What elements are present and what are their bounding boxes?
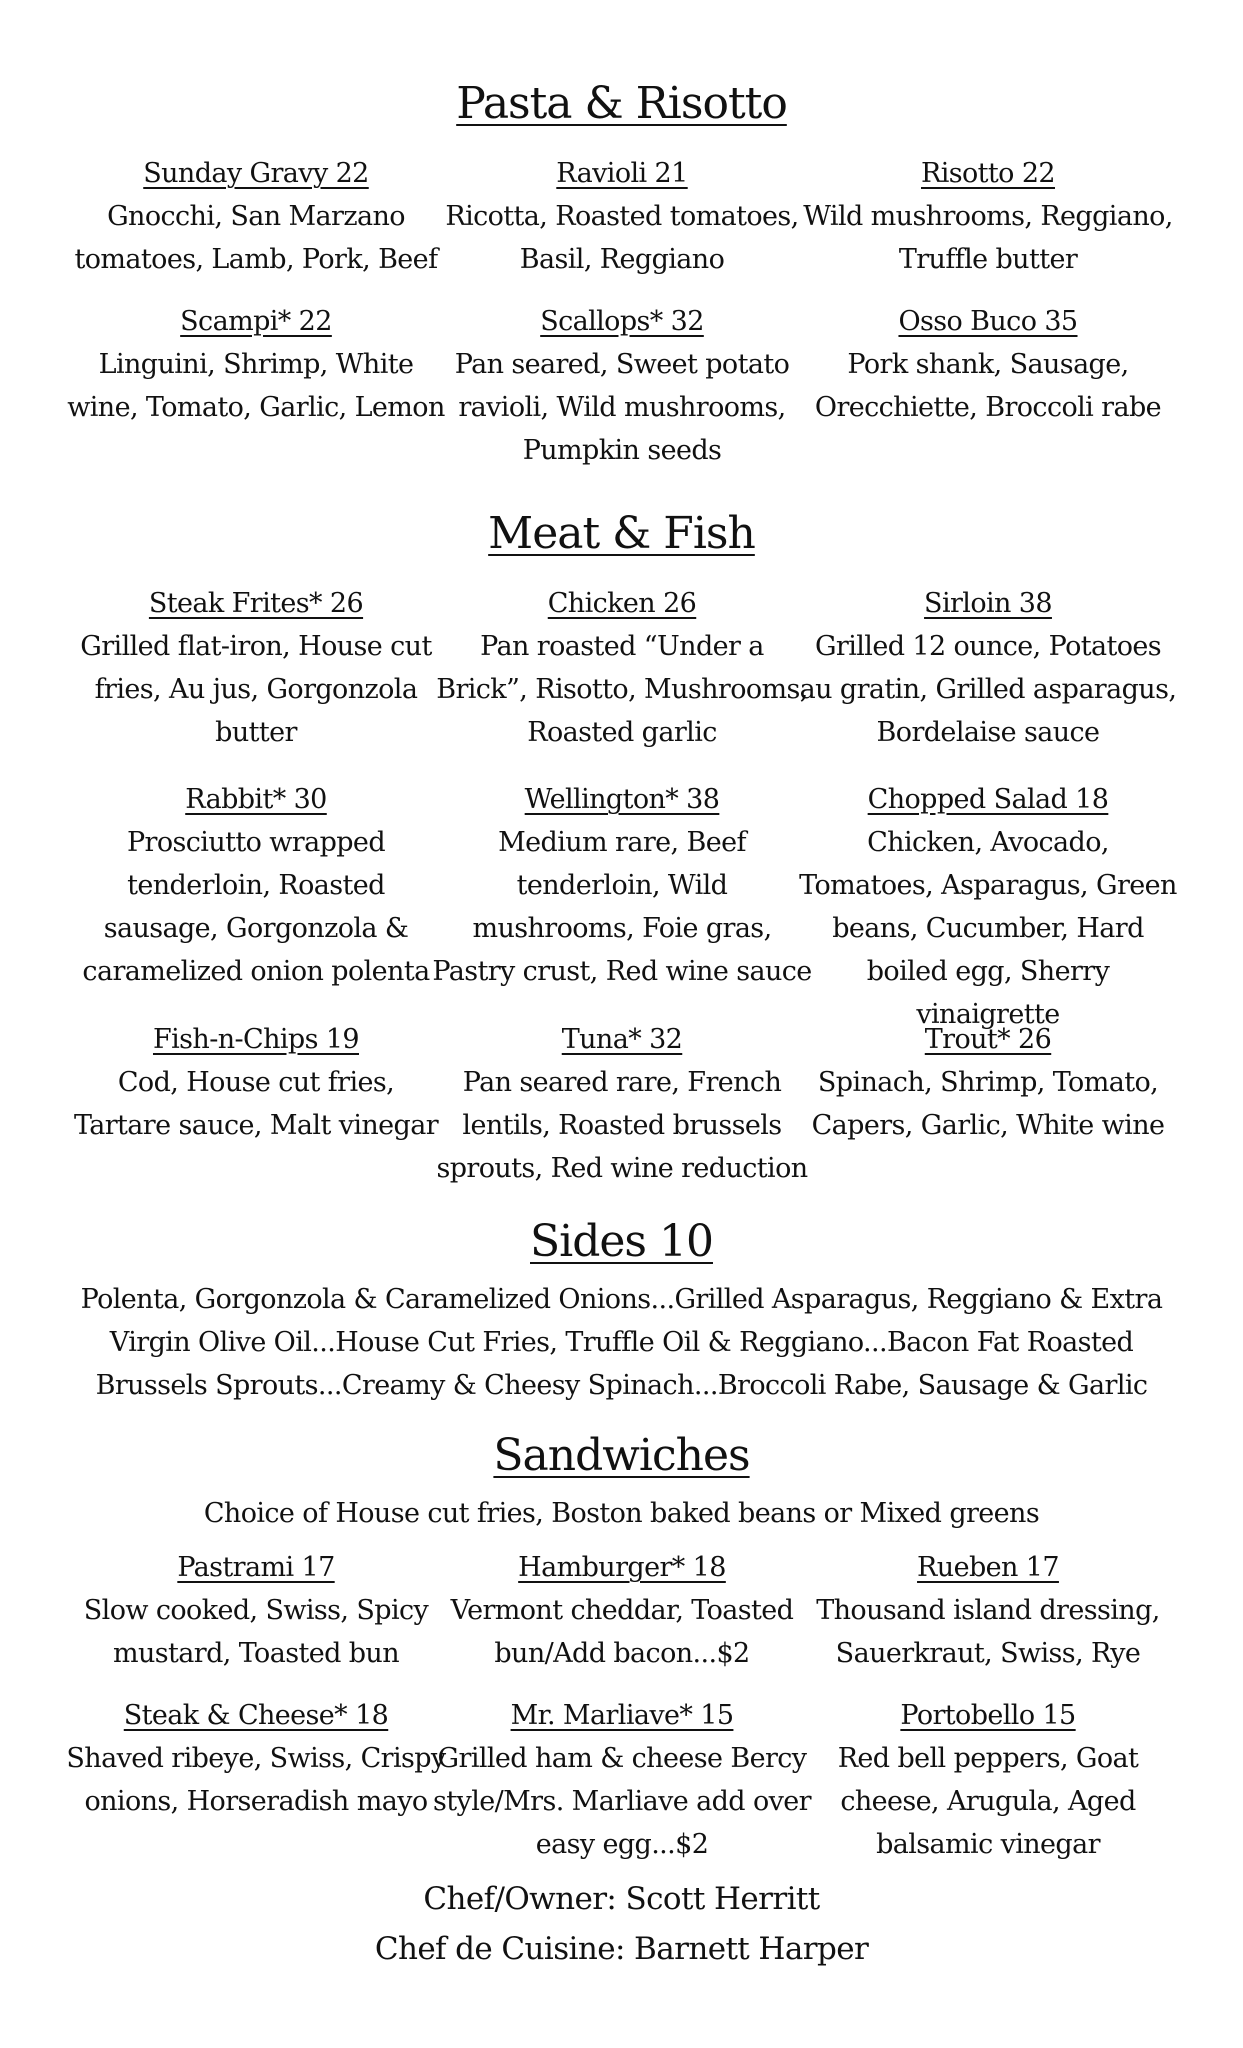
menu-item-steak-frites (66, 582, 446, 754)
section-title-pasta-risotto: Pasta & Risotto (456, 78, 787, 129)
item-name: Sunday Gravy 22 (143, 158, 369, 189)
menu-item-wellington (432, 778, 812, 993)
item-description: Gnocchi, San Marzano tomatoes, Lamb, Pork, Beef (74, 201, 438, 275)
item-description: Ricotta, Roasted tomatoes, Basil, Reggiano (445, 201, 799, 275)
menu-item-rueben (798, 1546, 1178, 1675)
menu-item-hamburger (432, 1546, 812, 1675)
item-description: Red bell peppers, Goat cheese, Arugula, Aged balsamic vinegar (837, 1743, 1139, 1860)
menu-item-pastrami (66, 1546, 446, 1675)
item-description: Wild mushrooms, Reggiano, Truffle butter (803, 201, 1173, 275)
menu-item-chopped-salad (798, 778, 1178, 1036)
menu-item-portobello (798, 1694, 1178, 1866)
item-description: Pan seared rare, French lentils, Roasted brussels sprouts, Red wine reduction (436, 1067, 808, 1184)
item-description: Pan roasted “Under a Brick”, Risotto, Mushrooms, Roasted garlic (436, 631, 808, 748)
menu-item-tuna (432, 1018, 812, 1190)
item-name: Chopped Salad 18 (867, 784, 1109, 815)
item-description: Spinach, Shrimp, Tomato, Capers, Garlic, White wine (811, 1067, 1165, 1141)
item-name: Mr. Marliave* 15 (510, 1700, 734, 1731)
item-name: Portobello 15 (900, 1700, 1076, 1731)
item-name: Risotto 22 (921, 158, 1055, 189)
menu-item-sirloin (798, 582, 1178, 754)
sandwiches-subtitle: Choice of House cut fries, Boston baked beans or Mixed greens (203, 1498, 1040, 1529)
chef-owner-credit: Chef/Owner: Scott Herritt (423, 1881, 820, 1917)
item-name: Scampi* 22 (180, 306, 332, 337)
chef-de-cuisine-credit: Chef de Cuisine: Barnett Harper (374, 1931, 869, 1967)
item-description: Thousand island dressing, Sauerkraut, Swiss, Rye (816, 1595, 1160, 1669)
menu-item-scampi (66, 300, 446, 429)
item-description: Grilled ham & cheese Bercy style/Mrs. Marliave add over easy egg...$2 (433, 1743, 811, 1860)
item-description: Pan seared, Sweet potato ravioli, Wild mushrooms, Pumpkin seeds (454, 349, 790, 466)
item-name: Hamburger* 18 (518, 1552, 726, 1583)
menu-item-ravioli (432, 152, 812, 281)
item-name: Steak Frites* 26 (148, 588, 364, 619)
item-name: Tuna* 32 (561, 1024, 683, 1055)
item-name: Sirloin 38 (924, 588, 1052, 619)
item-name: Steak & Cheese* 18 (123, 1700, 389, 1731)
item-description: Grilled flat-iron, House cut fries, Au jus, Gorgonzola butter (80, 631, 432, 748)
item-description: Prosciutto wrapped tenderloin, Roasted sausage, Gorgonzola & caramelized onion polenta (82, 827, 430, 987)
section-title-meat-fish: Meat & Fish (488, 508, 755, 559)
item-name: Rueben 17 (917, 1552, 1059, 1583)
section-title-sides: Sides 10 (530, 1216, 713, 1267)
menu-item-rabbit (66, 778, 446, 993)
menu-item-steak-and-cheese (66, 1694, 446, 1823)
item-name: Scallops* 32 (540, 306, 704, 337)
sides-list: Polenta, Gorgonzola & Caramelized Onions...Grilled Asparagus, Reggiano & Extra Virgin Olive Oil...House Cut Fries, Truffle Oil & Reggiano...Bacon Fat Roasted Brussels Sprouts...Creamy & Cheesy Spinach...Broccoli Rabe, Sausage & Garlic (80, 1284, 1163, 1401)
item-description: Medium rare, Beef tenderloin, Wild mushrooms, Foie gras, Pastry crust, Red wine sauce (432, 827, 812, 987)
item-description: Vermont cheddar, Toasted bun/Add bacon...$2 (450, 1595, 794, 1669)
menu-item-scallops (432, 300, 812, 472)
section-title-sandwiches: Sandwiches (493, 1430, 750, 1481)
menu-item-mr-marliave (432, 1694, 812, 1866)
item-name: Trout* 26 (924, 1024, 1052, 1055)
item-description: Linguini, Shrimp, White wine, Tomato, Garlic, Lemon (67, 349, 445, 423)
item-description: Cod, House cut fries, Tartare sauce, Malt vinegar (73, 1067, 439, 1141)
item-name: Pastrami 17 (177, 1552, 335, 1583)
item-name: Rabbit* 30 (185, 784, 327, 815)
item-name: Wellington* 38 (524, 784, 720, 815)
menu-item-chicken (432, 582, 812, 754)
menu-item-risotto (798, 152, 1178, 281)
menu-item-trout (798, 1018, 1178, 1147)
menu-item-fish-n-chips (66, 1018, 446, 1147)
item-name: Chicken 26 (547, 588, 697, 619)
menu-item-sunday-gravy (66, 152, 446, 281)
item-name: Fish-n-Chips 19 (152, 1024, 359, 1055)
menu-item-osso-buco (798, 300, 1178, 429)
item-name: Osso Buco 35 (898, 306, 1078, 337)
item-description: Chicken, Avocado, Tomatoes, Asparagus, Green beans, Cucumber, Hard boiled egg, Sherry vinaigrette (799, 827, 1177, 1030)
item-name: Ravioli 21 (556, 158, 688, 189)
item-description: Pork shank, Sausage, Orecchiette, Broccoli rabe (814, 349, 1162, 423)
item-description: Grilled 12 ounce, Potatoes au gratin, Grilled asparagus, Bordelaise sauce (799, 631, 1177, 748)
item-description: Slow cooked, Swiss, Spicy mustard, Toasted bun (83, 1595, 429, 1669)
item-description: Shaved ribeye, Swiss, Crispy onions, Horseradish mayo (66, 1743, 446, 1817)
